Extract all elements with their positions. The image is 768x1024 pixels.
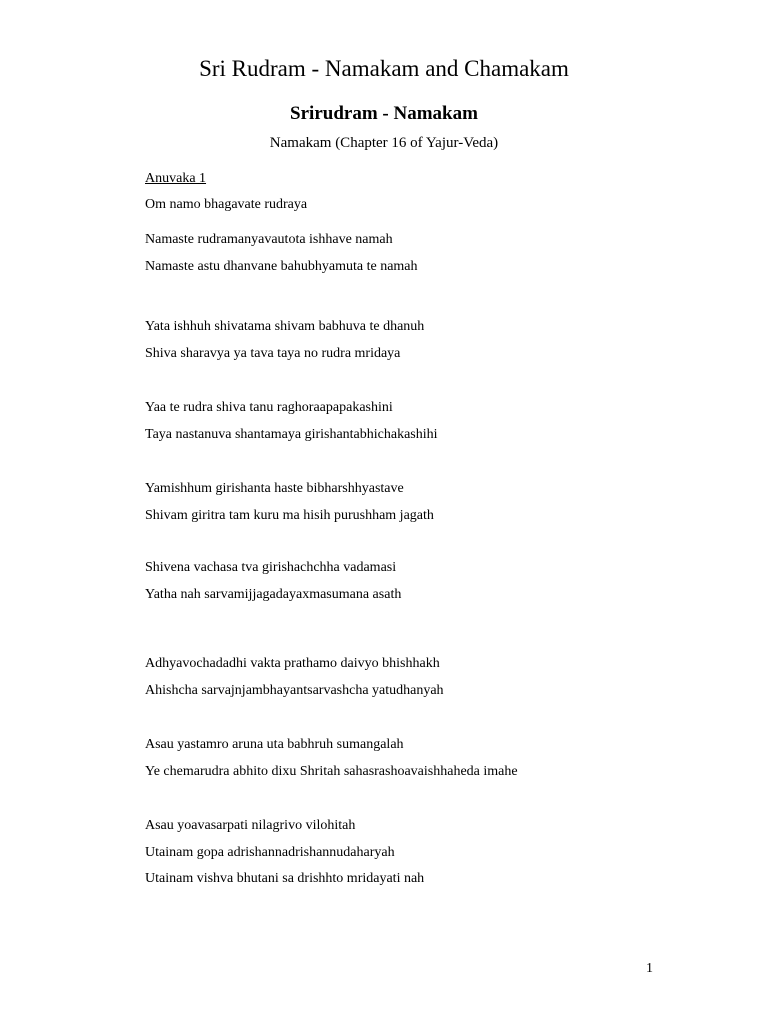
chapter-heading: Namakam (Chapter 16 of Yajur-Veda) (269, 135, 499, 151)
page-number: 1 (646, 961, 653, 976)
verse-line: Ye chemarudra abhito dixu Shritah sahasrashoavaishhaheda imahe (145, 764, 518, 779)
verse-line: Yata ishhuh shivatama shivam babhuva te dhanuh (145, 319, 425, 334)
verse-line: Om namo bhagavate rudraya (145, 197, 308, 212)
verse-line: Taya nastanuva shantamaya girishantabhichakashihi (145, 427, 438, 442)
verse-line: Utainam gopa adrishannadrishannudaharyah (145, 845, 395, 860)
verse-line: Asau yoavasarpati nilagrivo vilohitah (145, 818, 356, 833)
verse-line: Yamishhum girishanta haste bibharshhyastave (145, 481, 404, 496)
verse-line: Yatha nah sarvamijjagadayaxmasumana asath (145, 587, 402, 602)
verse-line: Shiva sharavya ya tava taya no rudra mridaya (145, 346, 401, 361)
verse-line: Utainam vishva bhutani sa drishhto mridayati nah (145, 871, 425, 886)
section-heading: Anuvaka 1 (145, 171, 207, 186)
verse-line: Adhyavochadadhi vakta prathamo daivyo bhishhakh (145, 656, 440, 671)
verse-line: Shivena vachasa tva girishachchha vadamasi (145, 560, 397, 575)
document-subtitle: Srirudram - Namakam (290, 103, 478, 124)
verse-line: Namaste rudramanyavautota ishhave namah (145, 232, 393, 247)
verse-line: Yaa te rudra shiva tanu raghoraapapakashini (145, 400, 393, 415)
document-title: Sri Rudram - Namakam and Chamakam (199, 56, 569, 81)
verse-line: Asau yastamro aruna uta babhruh sumangalah (145, 737, 404, 752)
verse-line: Shivam giritra tam kuru ma hisih purushham jagath (145, 508, 434, 523)
verse-line: Namaste astu dhanvane bahubhyamuta te namah (145, 259, 418, 274)
verse-line: Ahishcha sarvajnjambhayantsarvashcha yatudhanyah (145, 683, 444, 698)
